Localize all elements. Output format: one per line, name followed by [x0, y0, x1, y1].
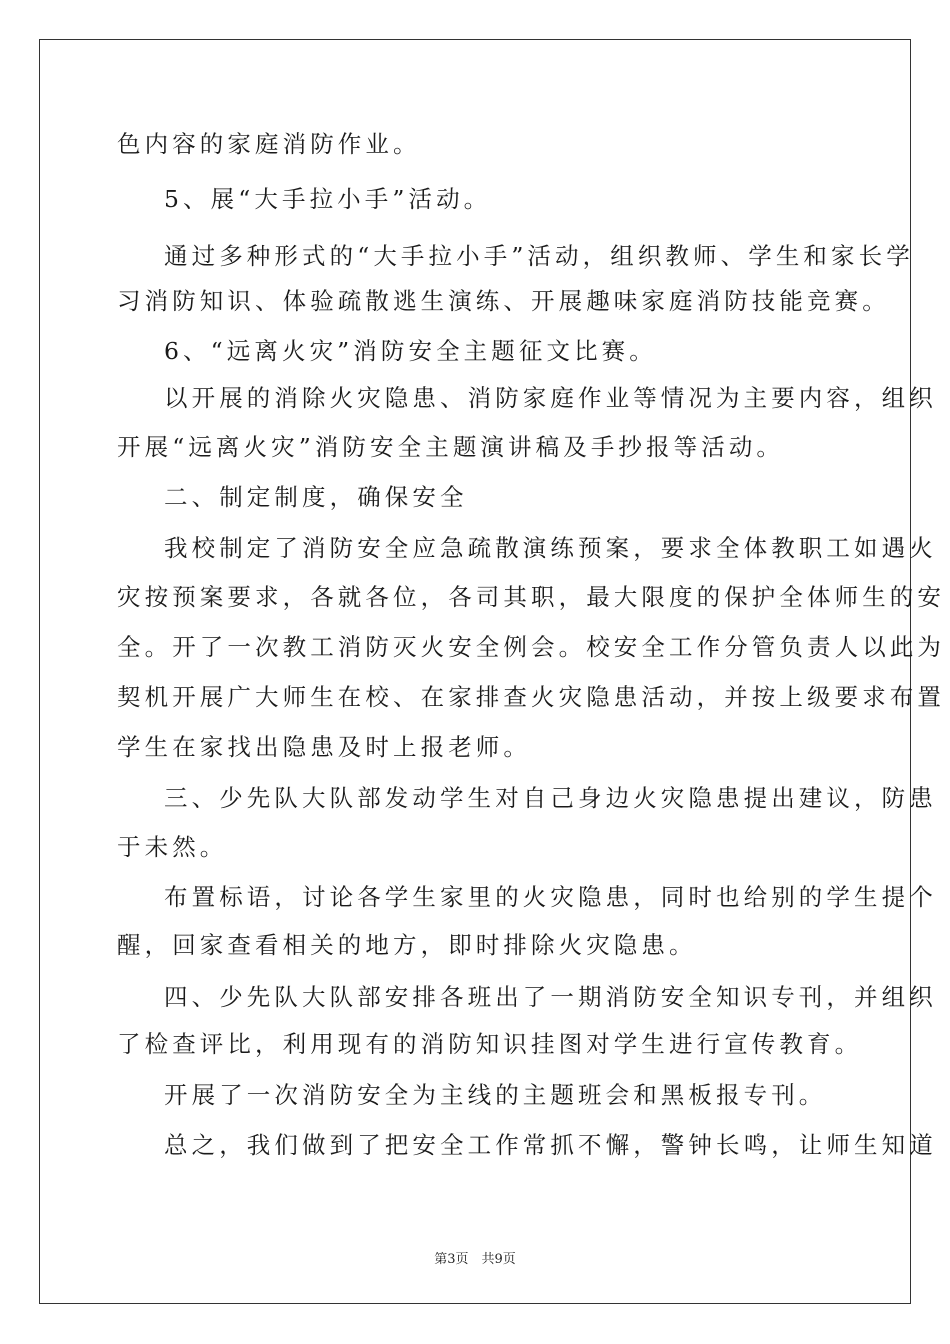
- page-number: 第3页 共9页: [434, 1252, 516, 1267]
- text-line: 布置标语，讨论各学生家里的火灾隐患，同时也给别的学生提个: [164, 883, 937, 911]
- text-line: 以开展的消除火灾隐患、消防家庭作业等情况为主要内容，组织: [164, 384, 937, 412]
- text-line: 总之，我们做到了把安全工作常抓不懈，警钟长鸣，让师生知道: [164, 1131, 937, 1159]
- text-line: 于未然。: [117, 833, 228, 861]
- section-heading: 二、制定制度，确保安全: [164, 483, 468, 511]
- text-line: 开展了一次消防安全为主线的主题班会和黑板报专刊。: [164, 1081, 827, 1109]
- text-line: 6、“远离火灾”消防安全主题征文比赛。: [164, 337, 657, 365]
- text-line: 开展“远离火灾”消防安全主题演讲稿及手抄报等活动。: [117, 433, 785, 461]
- text-line: 色内容的家庭消防作业。: [117, 130, 421, 158]
- text-line: 契机开展广大师生在校、在家排查火灾隐患活动，并按上级要求布置: [117, 683, 945, 711]
- text-line: 通过多种形式的“大手拉小手”活动，组织教师、学生和家长学: [164, 242, 914, 270]
- text-line: 习消防知识、体验疏散逃生演练、开展趣味家庭消防技能竞赛。: [117, 287, 890, 315]
- text-line: 了检查评比，利用现有的消防知识挂图对学生进行宣传教育。: [117, 1030, 863, 1058]
- text-line: 醒，回家查看相关的地方，即时排除火灾隐患。: [117, 931, 697, 959]
- section-heading: 四、少先队大队部安排各班出了一期消防安全知识专刊，并组织: [164, 983, 937, 1011]
- text-line: 全。开了一次教工消防灭火安全例会。校安全工作分管负责人以此为: [117, 633, 945, 661]
- page-border: [39, 39, 911, 1304]
- section-heading: 三、少先队大队部发动学生对自己身边火灾隐患提出建议，防患: [164, 784, 937, 812]
- text-line: 学生在家找出隐患及时上报老师。: [117, 733, 531, 761]
- text-line: 灾按预案要求，各就各位，各司其职，最大限度的保护全体师生的安: [117, 583, 945, 611]
- text-line: 5、展“大手拉小手”活动。: [164, 185, 492, 213]
- text-line: 我校制定了消防安全应急疏散演练预案，要求全体教职工如遇火: [164, 534, 937, 562]
